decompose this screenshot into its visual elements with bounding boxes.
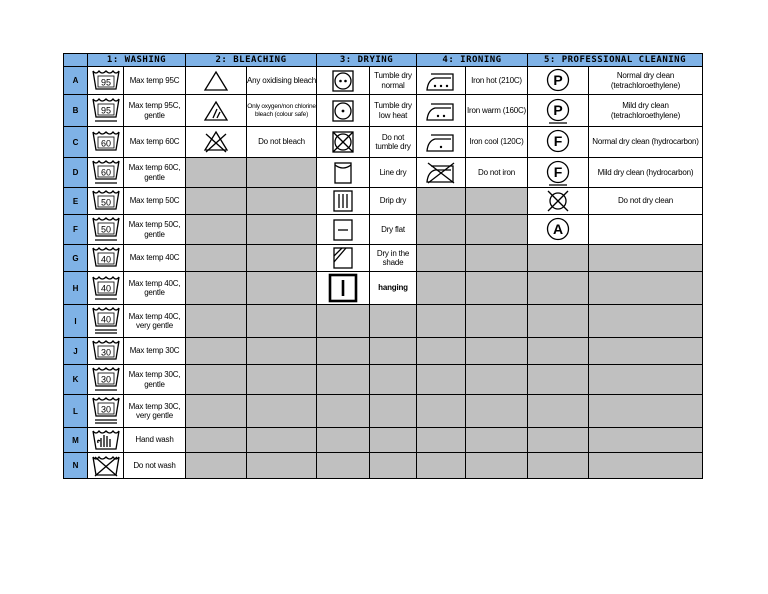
bleaching-empty-cell [186, 305, 247, 338]
svg-text:P: P [553, 71, 563, 88]
svg-text:F: F [553, 133, 563, 149]
bleaching-empty-cell [186, 188, 247, 215]
washing-description: Max temp 50C, gentle [124, 215, 186, 245]
row-letter: F [64, 215, 88, 245]
bleaching-empty-cell [186, 158, 247, 188]
triangle-crossed-icon [186, 130, 246, 154]
wash-60-icon [88, 129, 123, 155]
wash-40-gentle-icon [88, 274, 123, 303]
washing-description: Max temp 60C, gentle [124, 158, 186, 188]
bleaching-empty-cell [186, 428, 247, 453]
ironing-symbol-cell [417, 67, 466, 95]
drying-empty-cell [370, 338, 417, 365]
drying-header: 3: DRYING [317, 54, 417, 67]
drying-empty-cell [370, 305, 417, 338]
ironing-empty-cell [417, 305, 466, 338]
table-row [64, 365, 703, 395]
washing-symbol-cell [88, 453, 124, 479]
washing-symbol-cell [88, 395, 124, 428]
washing-description: Hand wash [124, 428, 186, 453]
cleaning-empty-cell [589, 272, 703, 305]
ironing-symbol-cell [417, 127, 466, 158]
svg-text:40: 40 [100, 314, 111, 325]
washing-symbol-cell [88, 67, 124, 95]
ironing-empty-cell [466, 428, 528, 453]
bleaching-description: Any oxidising bleach [247, 67, 317, 95]
line-dry-icon [317, 161, 369, 185]
ironing-empty-cell [417, 215, 466, 245]
drying-description: Dry in the shade [370, 245, 417, 272]
row-letter: M [64, 428, 88, 453]
wash-40-very-gentle-icon [88, 305, 123, 337]
table-row [64, 305, 703, 338]
bleaching-empty-cell [247, 158, 317, 188]
ironing-description: Do not iron [466, 158, 528, 188]
washing-symbol-cell [88, 305, 124, 338]
wash-95-icon [88, 68, 123, 94]
table-row [64, 453, 703, 479]
washing-symbol-cell [88, 272, 124, 305]
ironing-empty-cell [466, 272, 528, 305]
cleaning-symbol-cell [528, 158, 589, 188]
wash-40-icon [88, 245, 123, 271]
drip-dry-icon [317, 189, 369, 213]
drying-symbol-cell [317, 95, 370, 127]
drying-symbol-cell [317, 188, 370, 215]
cleaning-symbol-cell [528, 95, 589, 127]
washing-symbol-cell [88, 245, 124, 272]
ironing-empty-cell [417, 428, 466, 453]
circle-a-icon [528, 217, 588, 243]
bleaching-empty-cell [247, 453, 317, 479]
bleaching-empty-cell [186, 272, 247, 305]
wash-95-gentle-icon [88, 96, 123, 125]
bleaching-empty-cell [247, 365, 317, 395]
bleaching-symbol-cell [186, 127, 247, 158]
svg-text:95: 95 [100, 77, 111, 87]
row-letter: A [64, 67, 88, 95]
bleaching-empty-cell [247, 215, 317, 245]
table-row [64, 395, 703, 428]
table-row [64, 338, 703, 365]
ironing-empty-cell [417, 272, 466, 305]
washing-symbol-cell [88, 95, 124, 127]
drying-empty-cell [317, 338, 370, 365]
table-row [64, 158, 703, 188]
svg-text:30: 30 [100, 404, 111, 415]
hand-wash-icon [88, 428, 123, 452]
cleaning-description: Mild dry clean (tetrachloroethylene) [589, 95, 703, 127]
svg-text:40: 40 [100, 283, 111, 293]
drying-empty-cell [370, 453, 417, 479]
svg-text:P: P [553, 101, 563, 118]
care-symbols-table [63, 53, 703, 479]
drying-symbol-cell [317, 127, 370, 158]
ironing-empty-cell [466, 188, 528, 215]
svg-text:50: 50 [100, 197, 111, 208]
table-row [64, 95, 703, 127]
washing-description: Do not wash [124, 453, 186, 479]
svg-text:95: 95 [100, 105, 111, 116]
ironing-empty-cell [417, 188, 466, 215]
ironing-empty-cell [466, 395, 528, 428]
drying-empty-cell [370, 365, 417, 395]
washing-description: Max temp 40C, gentle [124, 272, 186, 305]
table-row [64, 215, 703, 245]
row-letter: L [64, 395, 88, 428]
bleaching-symbol-cell [186, 67, 247, 95]
washing-header: 1: WASHING [88, 54, 186, 67]
drying-description: Line dry [370, 158, 417, 188]
table-row [64, 272, 703, 305]
do-not-wash-icon [88, 454, 123, 478]
triangle-icon [186, 70, 246, 92]
bleaching-description: Only oxygen/non chlorine bleach (colour safe) [247, 95, 317, 127]
cleaning-empty-cell [528, 245, 589, 272]
washing-description: Max temp 95C, gentle [124, 95, 186, 127]
wash-30-gentle-icon [88, 365, 123, 394]
ironing-empty-cell [466, 453, 528, 479]
washing-symbol-cell [88, 158, 124, 188]
washing-symbol-cell [88, 188, 124, 215]
drying-description: Tumble dry low heat [370, 95, 417, 127]
cleaning-empty-cell [528, 395, 589, 428]
cleaning-empty-cell [589, 338, 703, 365]
circle-p-underline-icon [528, 98, 588, 124]
drying-symbol-cell [317, 158, 370, 188]
washing-symbol-cell [88, 338, 124, 365]
ironing-empty-cell [417, 395, 466, 428]
row-letter: N [64, 453, 88, 479]
svg-text:60: 60 [100, 138, 111, 149]
washing-description: Max temp 30C [124, 338, 186, 365]
ironing-empty-cell [466, 338, 528, 365]
cleaning-description [589, 215, 703, 245]
svg-text:50: 50 [100, 224, 111, 235]
tumble-dry-low-icon [317, 99, 369, 123]
drying-symbol-cell [317, 272, 370, 305]
washing-description: Max temp 95C [124, 67, 186, 95]
drying-empty-cell [317, 395, 370, 428]
triangle-hatched-icon [186, 100, 246, 122]
circle-f-icon [528, 129, 588, 155]
professional-cleaning-header: 5: PROFESSIONAL CLEANING [528, 54, 703, 67]
bleaching-empty-cell [186, 338, 247, 365]
dry-in-shade-icon [317, 246, 369, 270]
no-tumble-dry-icon [317, 130, 369, 154]
cleaning-empty-cell [528, 272, 589, 305]
row-letter: B [64, 95, 88, 127]
circle-f-underline-icon [528, 160, 588, 186]
cleaning-empty-cell [589, 365, 703, 395]
circle-p-icon [528, 68, 588, 94]
cleaning-description: Normal dry clean (hydrocarbon) [589, 127, 703, 158]
cleaning-symbol-cell [528, 215, 589, 245]
wash-50-icon [88, 188, 123, 214]
circle-crossed-icon [528, 189, 588, 213]
dry-flat-icon [317, 218, 369, 242]
drying-empty-cell [370, 395, 417, 428]
row-letter: C [64, 127, 88, 158]
iron-crossed-icon [417, 162, 465, 184]
ironing-empty-cell [417, 338, 466, 365]
ironing-empty-cell [417, 245, 466, 272]
bleaching-empty-cell [247, 305, 317, 338]
cleaning-description: Do not dry clean [589, 188, 703, 215]
ironing-empty-cell [466, 305, 528, 338]
hanging-icon [317, 273, 369, 303]
drying-symbol-cell [317, 215, 370, 245]
wash-60-gentle-icon [88, 158, 123, 187]
drying-description: Drip dry [370, 188, 417, 215]
ironing-symbol-cell [417, 158, 466, 188]
ironing-header: 4: IRONING [417, 54, 528, 67]
iron-three-dots-icon [417, 70, 465, 92]
bleaching-empty-cell [186, 245, 247, 272]
ironing-empty-cell [417, 365, 466, 395]
table-row [64, 67, 703, 95]
svg-text:30: 30 [100, 374, 111, 385]
row-letter: J [64, 338, 88, 365]
cleaning-empty-cell [589, 245, 703, 272]
wash-30-icon [88, 338, 123, 364]
svg-text:30: 30 [100, 347, 111, 358]
cleaning-empty-cell [528, 428, 589, 453]
cleaning-symbol-cell [528, 67, 589, 95]
cleaning-empty-cell [528, 453, 589, 479]
washing-description: Max temp 30C, very gentle [124, 395, 186, 428]
ironing-empty-cell [466, 245, 528, 272]
svg-text:60: 60 [100, 167, 111, 178]
table-row [64, 188, 703, 215]
washing-symbol-cell [88, 215, 124, 245]
bleaching-empty-cell [186, 395, 247, 428]
ironing-description: Iron warm (160C) [466, 95, 528, 127]
bleaching-empty-cell [247, 338, 317, 365]
drying-empty-cell [317, 365, 370, 395]
tumble-dry-normal-icon [317, 69, 369, 93]
washing-description: Max temp 30C, gentle [124, 365, 186, 395]
bleaching-empty-cell [186, 453, 247, 479]
washing-description: Max temp 50C [124, 188, 186, 215]
ironing-description: Iron cool (120C) [466, 127, 528, 158]
cleaning-empty-cell [589, 428, 703, 453]
row-letter: H [64, 272, 88, 305]
drying-symbol-cell [317, 245, 370, 272]
row-letter: E [64, 188, 88, 215]
cleaning-description: Normal dry clean (tetrachloroethylene) [589, 67, 703, 95]
bleaching-empty-cell [247, 395, 317, 428]
drying-description: Dry flat [370, 215, 417, 245]
corner-cell [64, 54, 88, 67]
washing-description: Max temp 40C [124, 245, 186, 272]
table-row [64, 245, 703, 272]
washing-symbol-cell [88, 365, 124, 395]
cleaning-empty-cell [528, 305, 589, 338]
cleaning-empty-cell [589, 395, 703, 428]
drying-description: Tumble dry normal [370, 67, 417, 95]
ironing-empty-cell [417, 453, 466, 479]
ironing-empty-cell [466, 365, 528, 395]
bleaching-empty-cell [247, 188, 317, 215]
header-row [64, 54, 703, 67]
wash-50-gentle-icon [88, 215, 123, 244]
ironing-symbol-cell [417, 95, 466, 127]
cleaning-empty-cell [589, 453, 703, 479]
washing-description: Max temp 60C [124, 127, 186, 158]
drying-empty-cell [317, 428, 370, 453]
cleaning-symbol-cell [528, 188, 589, 215]
cleaning-empty-cell [528, 338, 589, 365]
ironing-empty-cell [466, 215, 528, 245]
washing-symbol-cell [88, 127, 124, 158]
cleaning-symbol-cell [528, 127, 589, 158]
drying-empty-cell [370, 428, 417, 453]
svg-text:A: A [552, 220, 564, 237]
table-row [64, 127, 703, 158]
cleaning-empty-cell [528, 365, 589, 395]
iron-two-dots-icon [417, 100, 465, 122]
bleaching-header: 2: BLEACHING [186, 54, 317, 67]
drying-empty-cell [317, 453, 370, 479]
washing-description: Max temp 40C, very gentle [124, 305, 186, 338]
bleaching-empty-cell [186, 365, 247, 395]
drying-symbol-cell [317, 67, 370, 95]
iron-one-dot-icon [417, 131, 465, 153]
bleaching-empty-cell [186, 215, 247, 245]
row-letter: D [64, 158, 88, 188]
ironing-description: Iron hot (210C) [466, 67, 528, 95]
bleaching-empty-cell [247, 245, 317, 272]
wash-30-very-gentle-icon [88, 395, 123, 427]
row-letter: G [64, 245, 88, 272]
cleaning-description: Mild dry clean (hydrocarbon) [589, 158, 703, 188]
drying-empty-cell [317, 305, 370, 338]
svg-text:F: F [553, 163, 563, 180]
svg-text:40: 40 [100, 254, 111, 265]
drying-description: Do not tumble dry [370, 127, 417, 158]
washing-symbol-cell [88, 428, 124, 453]
row-letter: I [64, 305, 88, 338]
bleaching-symbol-cell [186, 95, 247, 127]
cleaning-empty-cell [589, 305, 703, 338]
row-letter: K [64, 365, 88, 395]
bleaching-empty-cell [247, 272, 317, 305]
bleaching-description: Do not bleach [247, 127, 317, 158]
bleaching-empty-cell [247, 428, 317, 453]
table-row [64, 428, 703, 453]
drying-description: hanging [370, 272, 417, 305]
